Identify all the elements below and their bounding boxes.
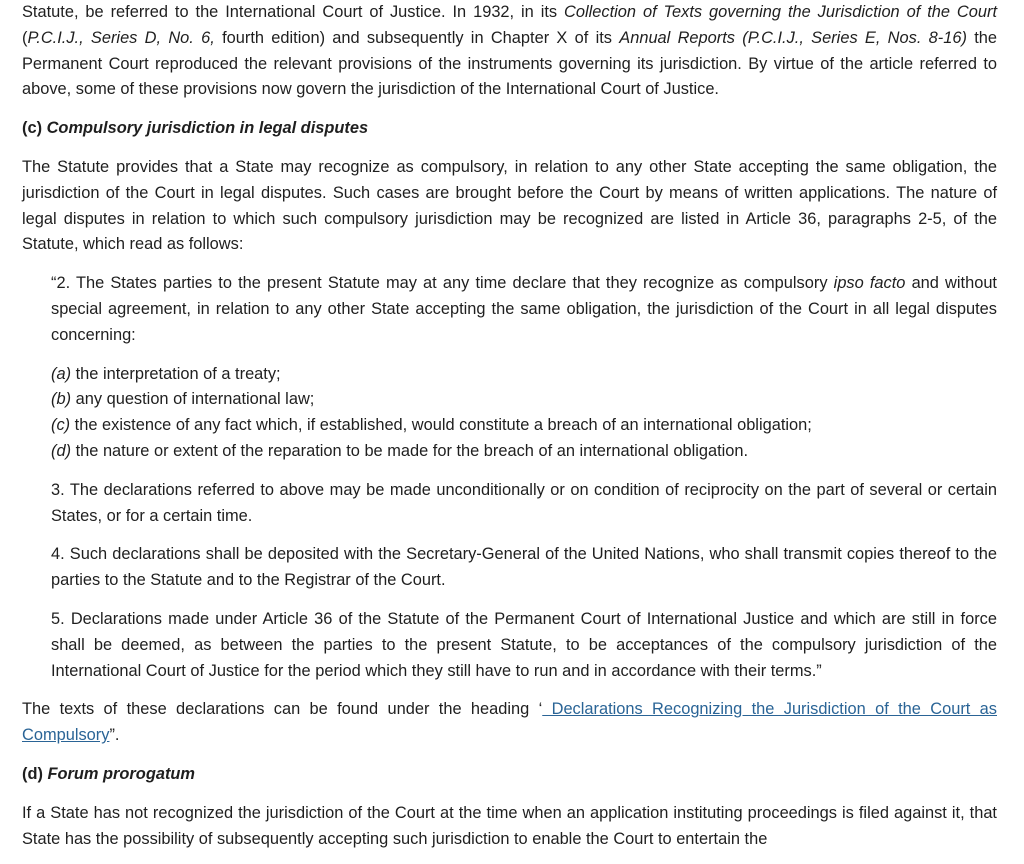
- declarations-link[interactable]: Declarations Recognizing the Jurisdiction of the Court as Compulsory: [22, 700, 997, 745]
- section-c-paragraph: The Statute provides that a State may recognize as compulsory, in relation to any other State accepting the same obligation, the jurisdiction of the Court in legal disputes. Such cases are brought before the Court by means of written applications. The nature of legal disputes in relation to which such compulsory jurisdiction may be recognized are listed in Article 36, paragraphs 2-5, of the Statute, which read as follows:: [22, 157, 997, 254]
- section-d-paragraph: If a State has not recognized the jurisdiction of the Court at the time when an application instituting proceedings is filed against it, that State has the possibility of subsequently accepting such jurisdiction to enable the Court to entertain the: [22, 803, 997, 848]
- section-c-heading: [22, 116, 997, 142]
- list-item-text: the nature or extent of the reparation to be made for the breach of an international obligation.: [71, 441, 749, 460]
- section-c-prefix: (c): [22, 119, 47, 138]
- list-item-text: the interpretation of a treaty;: [71, 364, 281, 383]
- quote-paragraph-4: 4. Such declarations shall be deposited with the Secretary-General of the United Nations, who shall transmit copies thereof to the parties to the Statute and to the Registrar of the Court.: [51, 545, 997, 590]
- list-item-mark: (c): [51, 416, 71, 435]
- quote-list: [51, 362, 997, 465]
- list-item-mark: (d): [51, 441, 72, 460]
- quote-italic-ipso-facto: ipso facto: [833, 274, 906, 293]
- intro-text: Statute, be referred to the International Court of Justice. In 1932, in its: [22, 3, 565, 21]
- quote-paragraph-5: 5. Declarations made under Article 36 of the Statute of the Permanent Court of International Justice and which are still in force shall be deemed, as between the parties to the present Statute, to be acceptances of the compulsory jurisdiction of the International Court of Justice for the period which they still have to run and in accordance with their terms.”: [51, 609, 997, 680]
- section-d-title: Forum prorogatum: [47, 764, 195, 783]
- list-item-mark: (a): [51, 364, 72, 383]
- section-c-title: Compulsory jurisdiction in legal disputes: [46, 119, 369, 138]
- list-item-mark: (b): [51, 390, 72, 409]
- quote-paragraph-3: 3. The declarations referred to above may be made unconditionally or on condition of reciprocity on the part of several or certain States, or for a certain time.: [51, 480, 997, 525]
- intro-text: the Permanent Court reproduced the relevant provisions of the instruments governing its jurisdiction. By virtue of the article referred to above, some of these provisions now govern the jurisdiction of the International Court of Justice.: [22, 28, 998, 99]
- quote-paragraph-2: [51, 271, 997, 348]
- quote-text: “2. The States parties to the present Statute may at any time declare that they recognize as compulsory: [51, 274, 834, 293]
- list-item: [51, 439, 997, 465]
- quote-text: and without special agreement, in relation to any other State accepting the same obligation, the jurisdiction of the Court in all legal disputes concerning:: [51, 274, 997, 344]
- list-item: [51, 413, 997, 439]
- intro-text: (: [22, 28, 28, 47]
- intro-italic-annual-reports: Annual Reports (P.C.I.J., Series E, Nos. 8-16): [619, 28, 967, 47]
- intro-paragraph: [22, 0, 997, 103]
- section-d-heading: [22, 762, 997, 788]
- intro-italic-collection: Collection of Texts governing the Jurisdiction of the Court: [564, 3, 997, 21]
- document-body: [22, 0, 997, 852]
- section-d-prefix: (d): [22, 764, 48, 783]
- list-item: [51, 387, 997, 413]
- declarations-paragraph: [22, 697, 997, 749]
- declarations-text: The texts of these declarations can be found under the heading ‘: [22, 700, 543, 719]
- list-item: [51, 362, 997, 388]
- list-item-text: the existence of any fact which, if established, would constitute a breach of an international obligation;: [70, 416, 812, 435]
- intro-italic-series-d: P.C.I.J., Series D, No. 6,: [27, 28, 215, 47]
- list-item-text: any question of international law;: [71, 390, 315, 409]
- intro-text: fourth edition) and subsequently in Chapter X of its: [214, 28, 620, 47]
- declarations-text: ”.: [109, 726, 120, 745]
